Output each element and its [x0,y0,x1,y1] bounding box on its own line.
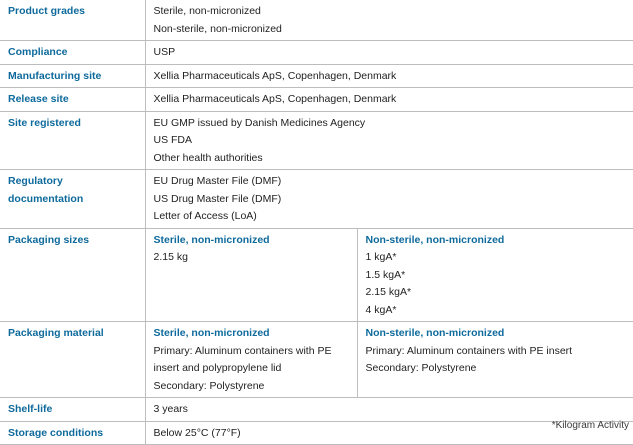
row-packaging-sizes [0,228,633,322]
row-compliance [0,41,633,65]
row-label: Packaging material [0,322,145,398]
value-line: Sterile, non-micronized [153,5,261,17]
value-line: Xellia Pharmaceuticals ApS, Copenhagen, Denmark [153,69,397,82]
sterile-heading: Sterile, non-micronized [153,233,270,246]
row-shelf-life [0,398,633,422]
row-value [145,41,633,65]
value-line: 2.15 kgA* [365,286,412,298]
row-label: Storage conditions [0,421,145,445]
non-sterile-heading: Non-sterile, non-micronized [365,327,505,339]
value-line: Non-sterile, non-micronized [153,22,282,35]
non-sterile-column [357,228,633,322]
value-line: US FDA [153,134,193,146]
row-label: Regulatory documentation [0,170,145,229]
value-line: Below 25°C (77°F) [153,426,241,439]
row-label: Packaging sizes [0,228,145,322]
sterile-column [145,228,357,322]
row-label: Manufacturing site [0,64,145,88]
value-line: 1 kgA* [365,251,397,263]
value-line: USP [153,46,176,58]
footnote: *Kilogram Activity [551,420,629,431]
value-line: Xellia Pharmaceuticals ApS, Copenhagen, Denmark [153,93,397,105]
sterile-heading: Sterile, non-micronized [153,327,270,339]
row-packaging-material [0,322,633,398]
row-storage-conditions [0,421,633,445]
value-line: Primary: Aluminum containers with PE insert [365,344,573,357]
row-product-grades [0,0,633,41]
value-line: EU Drug Master File (DMF) [153,175,282,187]
non-sterile-heading: Non-sterile, non-micronized [365,233,505,246]
value-line: Other health authorities [153,151,263,164]
value-line: 1.5 kgA* [365,268,406,281]
row-value [145,398,633,422]
value-line: Letter of Access (LoA) [153,210,257,222]
row-regulatory-documentation [0,170,633,229]
row-value [145,111,633,170]
row-release-site [0,88,633,112]
row-manufacturing-site [0,64,633,88]
row-value [145,64,633,88]
value-line: EU GMP issued by Danish Medicines Agency [153,116,366,129]
row-label: Compliance [0,41,145,65]
row-label: Site registered [0,111,145,170]
value-line: 2.15 kg [153,251,188,263]
row-label: Shelf-life [0,398,145,422]
non-sterile-column [357,322,633,398]
row-label: Release site [0,88,145,112]
value-line: Secondary: Polystyrene [365,362,477,374]
row-value [145,88,633,112]
sterile-column [145,322,357,398]
row-value [145,0,633,41]
row-value [145,170,633,229]
value-line: Secondary: Polystyrene [153,379,265,392]
row-site-registered [0,111,633,170]
value-line: 4 kgA* [365,303,397,316]
value-line: Primary: Aluminum containers with PE insert and polypropylene lid [153,344,332,374]
value-line: 3 years [153,403,188,415]
value-line: US Drug Master File (DMF) [153,192,282,205]
row-label: Product grades [0,0,145,41]
